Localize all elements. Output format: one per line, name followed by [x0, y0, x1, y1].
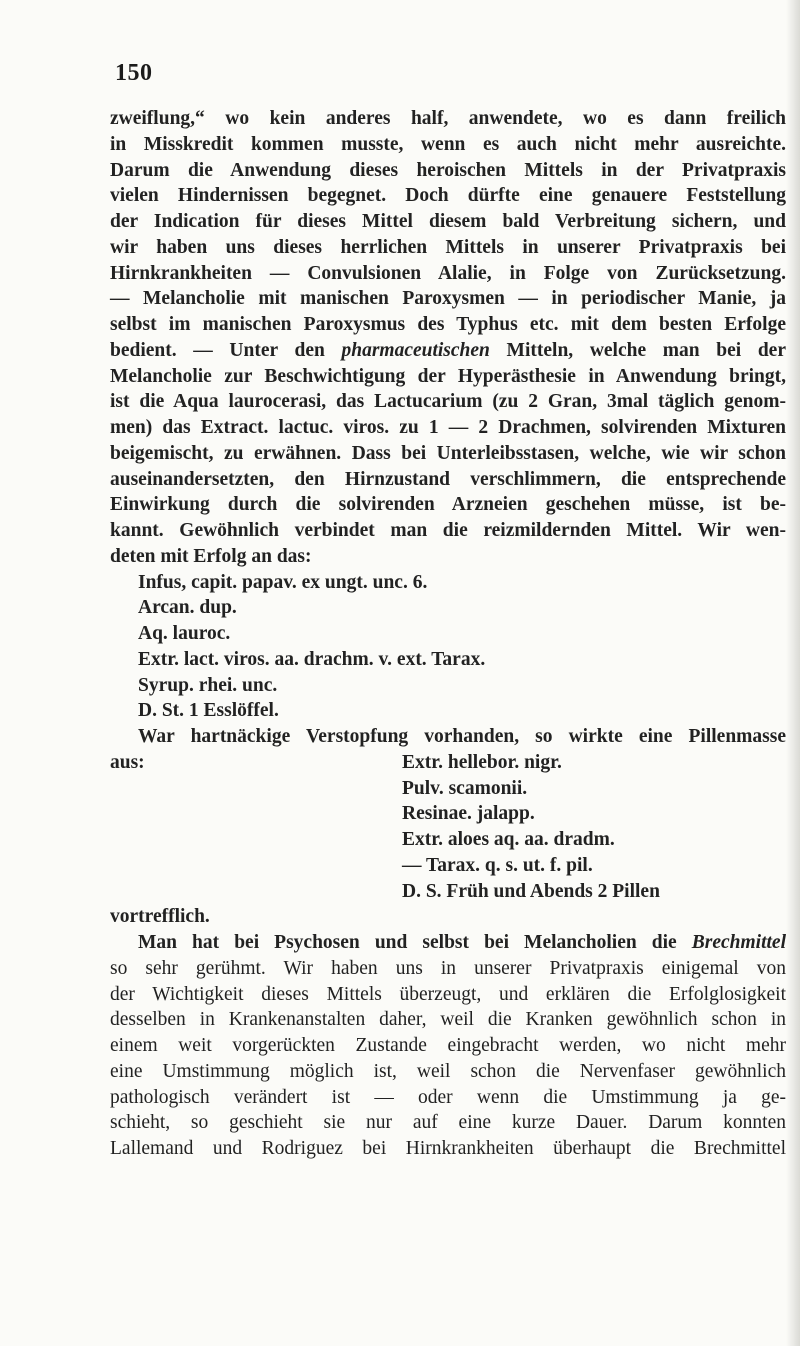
text-line: auseinandersetzten, den Hirnzustand verschlimmern, die entsprechende — [110, 468, 786, 490]
recipe-line: Arcan. dup. — [138, 597, 237, 619]
recipe-line: Infus, capit. papav. ex ungt. unc. 6. — [138, 571, 428, 593]
recipe-line: Aq. lauroc. — [138, 623, 231, 644]
text-line: ist die Aqua laurocerasi, das Lactucarium (zu 2 Gran, 3mal täglich genom- — [110, 391, 786, 413]
text-line: zweiflung,“ wo kein anderes half, anwendete, wo es dann freilich — [110, 108, 786, 129]
text-line: men) das Extract. lactuc. viros. zu 1 — 2 Drachmen, solvirenden Mixturen — [110, 417, 786, 438]
text-fragment: bedient. — Unter den — [110, 339, 342, 361]
text-line: desselben in Krankenanstalten daher, weil die Kranken gewöhnlich schon in — [110, 1009, 786, 1031]
recipe-line: D. S. Früh und Abends 2 Pillen — [402, 880, 660, 902]
text-line: vielen Hindernissen begegnet. Doch dürfte eine genauere Feststellung — [110, 185, 786, 207]
recipe-line: D. St. 1 Esslöffel. — [138, 700, 279, 722]
text-line: selbst im manischen Paroxysmus des Typhus etc. mit dem besten Erfolge — [110, 314, 786, 335]
text-line — [110, 930, 786, 956]
text-fragment: Man hat bei Psychosen und selbst bei Melancholien die — [138, 932, 692, 953]
text-fragment: Mitteln, welche man bei der — [489, 339, 786, 361]
text-line: in Misskredit kommen musste, wenn es auch nicht mehr ausreichte. — [110, 133, 786, 155]
text-line: der Indication für dieses Mittel diesem bald Verbreitung sichern, und — [110, 211, 786, 232]
recipe-line — [110, 750, 786, 776]
text-line: — Melancholie mit manischen Paroxysmen — in periodischer Manie, ja — [110, 288, 786, 310]
text-line: Melancholie zur Beschwichtigung der Hyperästhesie in Anwendung bringt, — [110, 365, 786, 387]
text-line: so sehr gerühmt. Wir haben uns in unserer Privatpraxis einigemal von — [110, 957, 786, 979]
recipe-line: Pulv. scamonii. — [402, 777, 528, 799]
scan-edge-shadow — [786, 0, 800, 1346]
text-line: pathologisch verändert ist — oder wenn die Umstimmung ja ge- — [110, 1086, 786, 1108]
recipe-line: Extr. lact. viros. aa. drachm. v. ext. Tarax. — [138, 648, 486, 670]
text-line: vortrefflich. — [110, 906, 210, 928]
text-line: Hirnkrankheiten — Convulsionen Alalie, in Folge von Zurücksetzung. — [110, 262, 786, 284]
text-line: War hartnäckige Verstopfung vorhanden, so wirkte eine Pillenmasse — [138, 726, 786, 747]
emphasis-brechmittel: Brechmittel — [691, 932, 786, 953]
recipe-line: Extr. aloes aq. aa. dradm. — [402, 829, 615, 850]
aus-label: aus: — [110, 751, 145, 773]
text-line: wir haben uns dieses herrlichen Mittels in unserer Privatpraxis bei — [110, 236, 786, 258]
text-line: beigemischt, zu erwähnen. Dass bei Unterleibsstasen, welche, wie wir schon — [110, 442, 786, 464]
text-line: einem weit vorgerückten Zustande eingebracht werden, wo nicht mehr — [110, 1035, 786, 1056]
text-line: schieht, so geschieht sie nur auf eine kurze Dauer. Darum konnten — [110, 1112, 786, 1134]
page-number: 150 — [115, 60, 153, 86]
text-line: Einwirkung durch die solvirenden Arzneien geschehen müsse, ist be- — [110, 494, 786, 516]
recipe-line: — Tarax. q. s. ut. f. pil. — [402, 854, 593, 876]
text-line: deten mit Erfolg an das: — [110, 545, 312, 567]
emphasis-pharmaceutischen: pharmaceutischen — [341, 339, 490, 361]
text-line: kannt. Gewöhnlich verbindet man die reizmildernden Mittel. Wir wen- — [110, 520, 786, 541]
text-line — [110, 338, 786, 364]
text-line: Lallemand und Rodriguez bei Hirnkrankheiten überhaupt die Brechmittel — [110, 1138, 786, 1159]
body-text — [110, 106, 786, 1162]
recipe-line: Syrup. rhei. unc. — [138, 674, 278, 696]
recipe-text: Extr. hellebor. nigr. — [402, 751, 562, 773]
text-line: eine Umstimmung möglich ist, weil schon die Nervenfaser gewöhnlich — [110, 1060, 786, 1082]
text-line: Darum die Anwendung dieses heroischen Mittels in der Privatpraxis — [110, 159, 786, 181]
recipe-line: Resinae. jalapp. — [402, 803, 535, 825]
text-line: der Wichtigkeit dieses Mittels überzeugt, und erklären die Erfolglosigkeit — [110, 983, 786, 1005]
